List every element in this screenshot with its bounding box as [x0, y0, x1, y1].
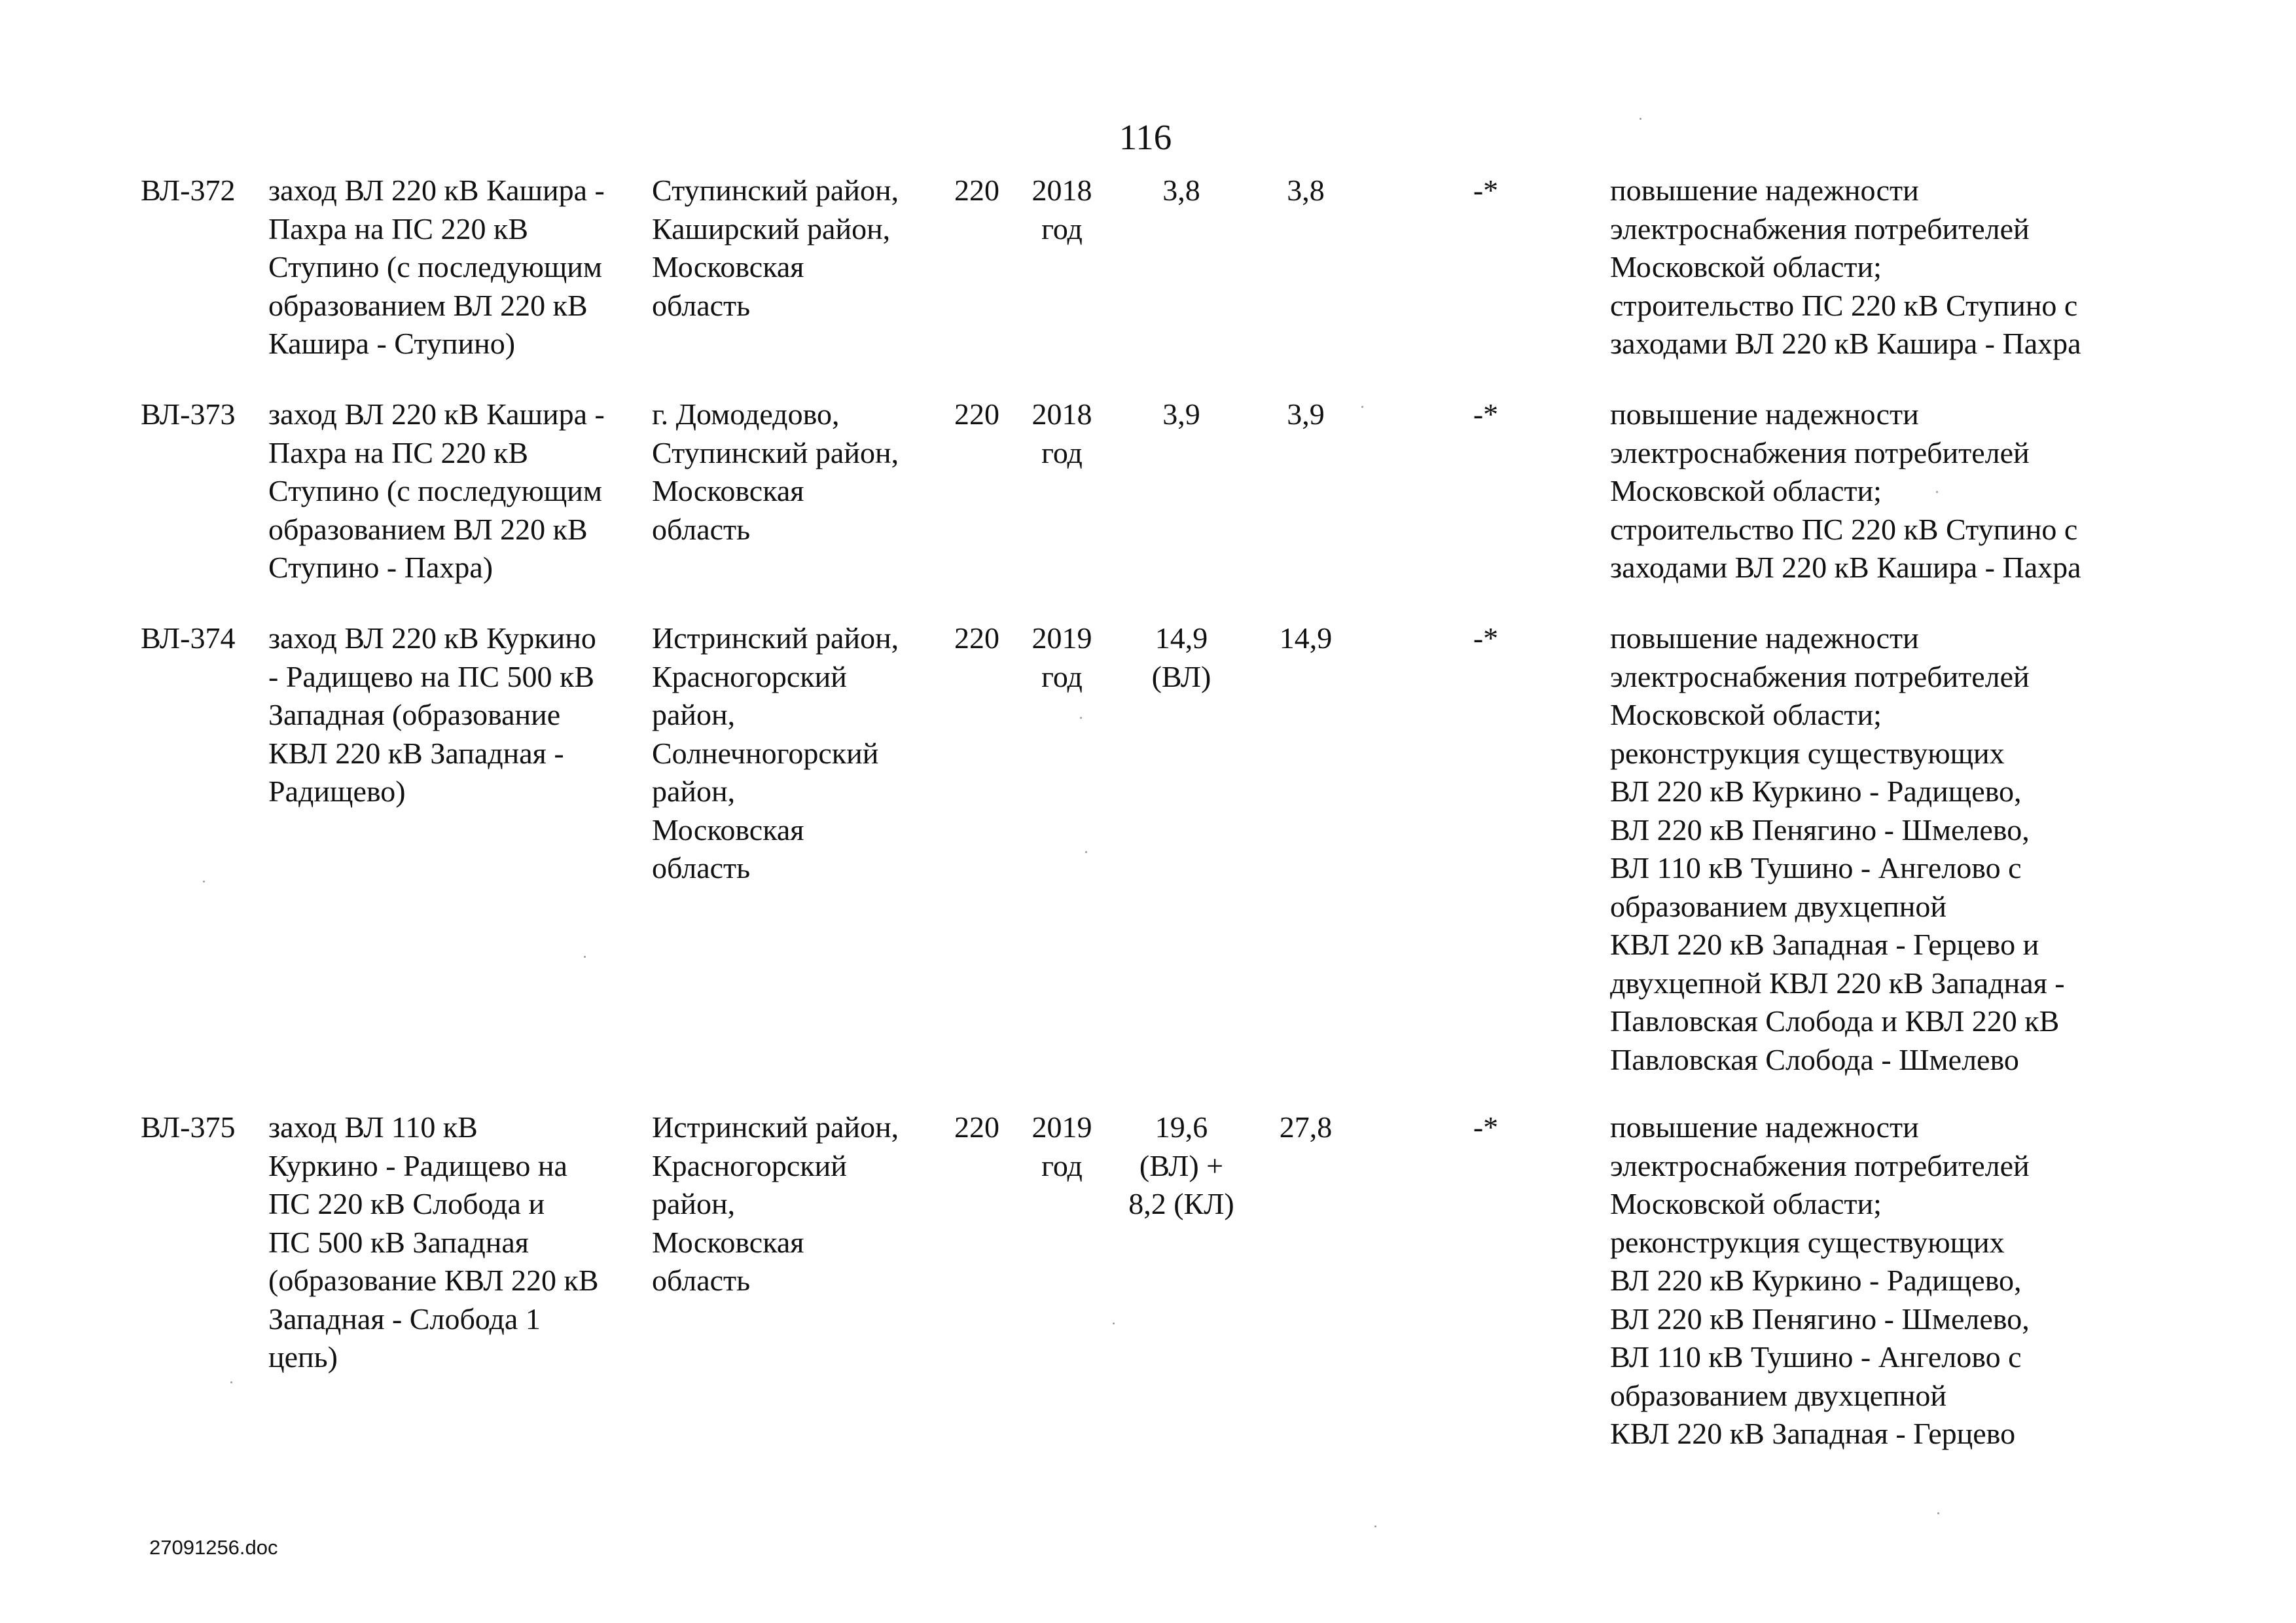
footer-filename: 27091256.doc — [149, 1536, 278, 1559]
line-location: Истринский район, Красногорский район, Солнечногорский район, Московская область — [652, 621, 899, 884]
line-location: г. Домодедово, Ступинский район, Московская область — [652, 397, 899, 546]
line-total-length: 14,9 — [1279, 621, 1333, 655]
line-year: 2018 год — [1031, 173, 1092, 246]
scan-speck — [1374, 1525, 1376, 1527]
page-number: 116 — [1119, 117, 1172, 157]
line-location: Ступинский район, Каширский район, Московская область — [652, 173, 899, 322]
line-total-length: 3,8 — [1287, 173, 1325, 207]
line-voltage: 220 — [954, 621, 999, 655]
line-voltage: 220 — [954, 1110, 999, 1144]
line-total-length: 27,8 — [1279, 1110, 1333, 1144]
line-voltage: 220 — [954, 397, 999, 431]
scan-speck — [1361, 406, 1363, 408]
line-code: ВЛ-374 — [141, 621, 236, 655]
scan-speck — [1937, 1512, 1939, 1514]
line-name: заход ВЛ 220 кВ Кашира - Пахра на ПС 220 кВ Ступино (с последующим образованием ВЛ 220 кВ Ступино - Пахра) — [268, 397, 605, 584]
scan-speck — [1113, 1322, 1115, 1324]
scan-speck — [1085, 851, 1087, 853]
line-voltage: 220 — [954, 173, 999, 207]
line-name: заход ВЛ 110 кВ Куркино - Радищево на ПС 220 кВ Слобода и ПС 500 кВ Западная (образование КВЛ 220 кВ Западная - Слобода 1 цепь) — [268, 1110, 599, 1374]
scan-speck — [230, 1381, 232, 1383]
scan-speck — [584, 956, 586, 958]
scan-speck — [1936, 491, 1938, 493]
line-year: 2018 год — [1031, 397, 1092, 469]
line-length: 3,9 — [1162, 397, 1200, 431]
line-location: Истринский район, Красногорский район, Московская область — [652, 1110, 899, 1297]
line-note: -* — [1473, 397, 1499, 431]
line-purpose: повышение надежности электроснабжения потребителей Московской области; реконструкция существующих ВЛ 220 кВ Куркино - Радищево, ВЛ 220 кВ Пенягино - Шмелево, ВЛ 110 кВ Тушино - Ангелово с образованием двухцепной КВЛ 220 кВ Западная - Герцево и двухцепной КВЛ 220 кВ Западная - Павловская Слобода и КВЛ 220 кВ Павловская Слобода - Шмелево — [1610, 621, 2065, 1076]
line-note: -* — [1473, 173, 1499, 207]
line-code: ВЛ-373 — [141, 397, 236, 431]
line-purpose: повышение надежности электроснабжения потребителей Московской области; строительство ПС 220 кВ Ступино с заходами ВЛ 220 кВ Кашира - Пахра — [1610, 397, 2081, 584]
line-length: 3,8 — [1162, 173, 1200, 207]
scan-speck — [203, 881, 205, 883]
line-purpose: повышение надежности электроснабжения потребителей Московской области; строительство ПС 220 кВ Ступино с заходами ВЛ 220 кВ Кашира - Пахра — [1610, 173, 2081, 360]
scan-speck — [1640, 118, 1641, 120]
line-code: ВЛ-372 — [141, 173, 236, 207]
line-year: 2019 год — [1031, 1110, 1092, 1182]
line-code: ВЛ-375 — [141, 1110, 236, 1144]
line-name: заход ВЛ 220 кВ Кашира - Пахра на ПС 220 кВ Ступино (с последующим образованием ВЛ 220 кВ Кашира - Ступино) — [268, 173, 605, 360]
line-purpose: повышение надежности электроснабжения потребителей Московской области; реконструкция существующих ВЛ 220 кВ Куркино - Радищево, ВЛ 220 кВ Пенягино - Шмелево, ВЛ 110 кВ Тушино - Ангелово с образованием двухцепной КВЛ 220 кВ Западная - Герцево — [1610, 1110, 2030, 1450]
line-name: заход ВЛ 220 кВ Куркино - Радищево на ПС 500 кВ Западная (образование КВЛ 220 кВ Западная - Радищево) — [268, 621, 596, 808]
line-note: -* — [1473, 621, 1499, 655]
line-length: 14,9 (ВЛ) — [1151, 621, 1211, 693]
line-year: 2019 год — [1031, 621, 1092, 693]
line-total-length: 3,9 — [1287, 397, 1325, 431]
line-note: -* — [1473, 1110, 1499, 1144]
line-length: 19,6 (ВЛ) + 8,2 (КЛ) — [1128, 1110, 1234, 1220]
scan-speck — [1080, 717, 1082, 719]
